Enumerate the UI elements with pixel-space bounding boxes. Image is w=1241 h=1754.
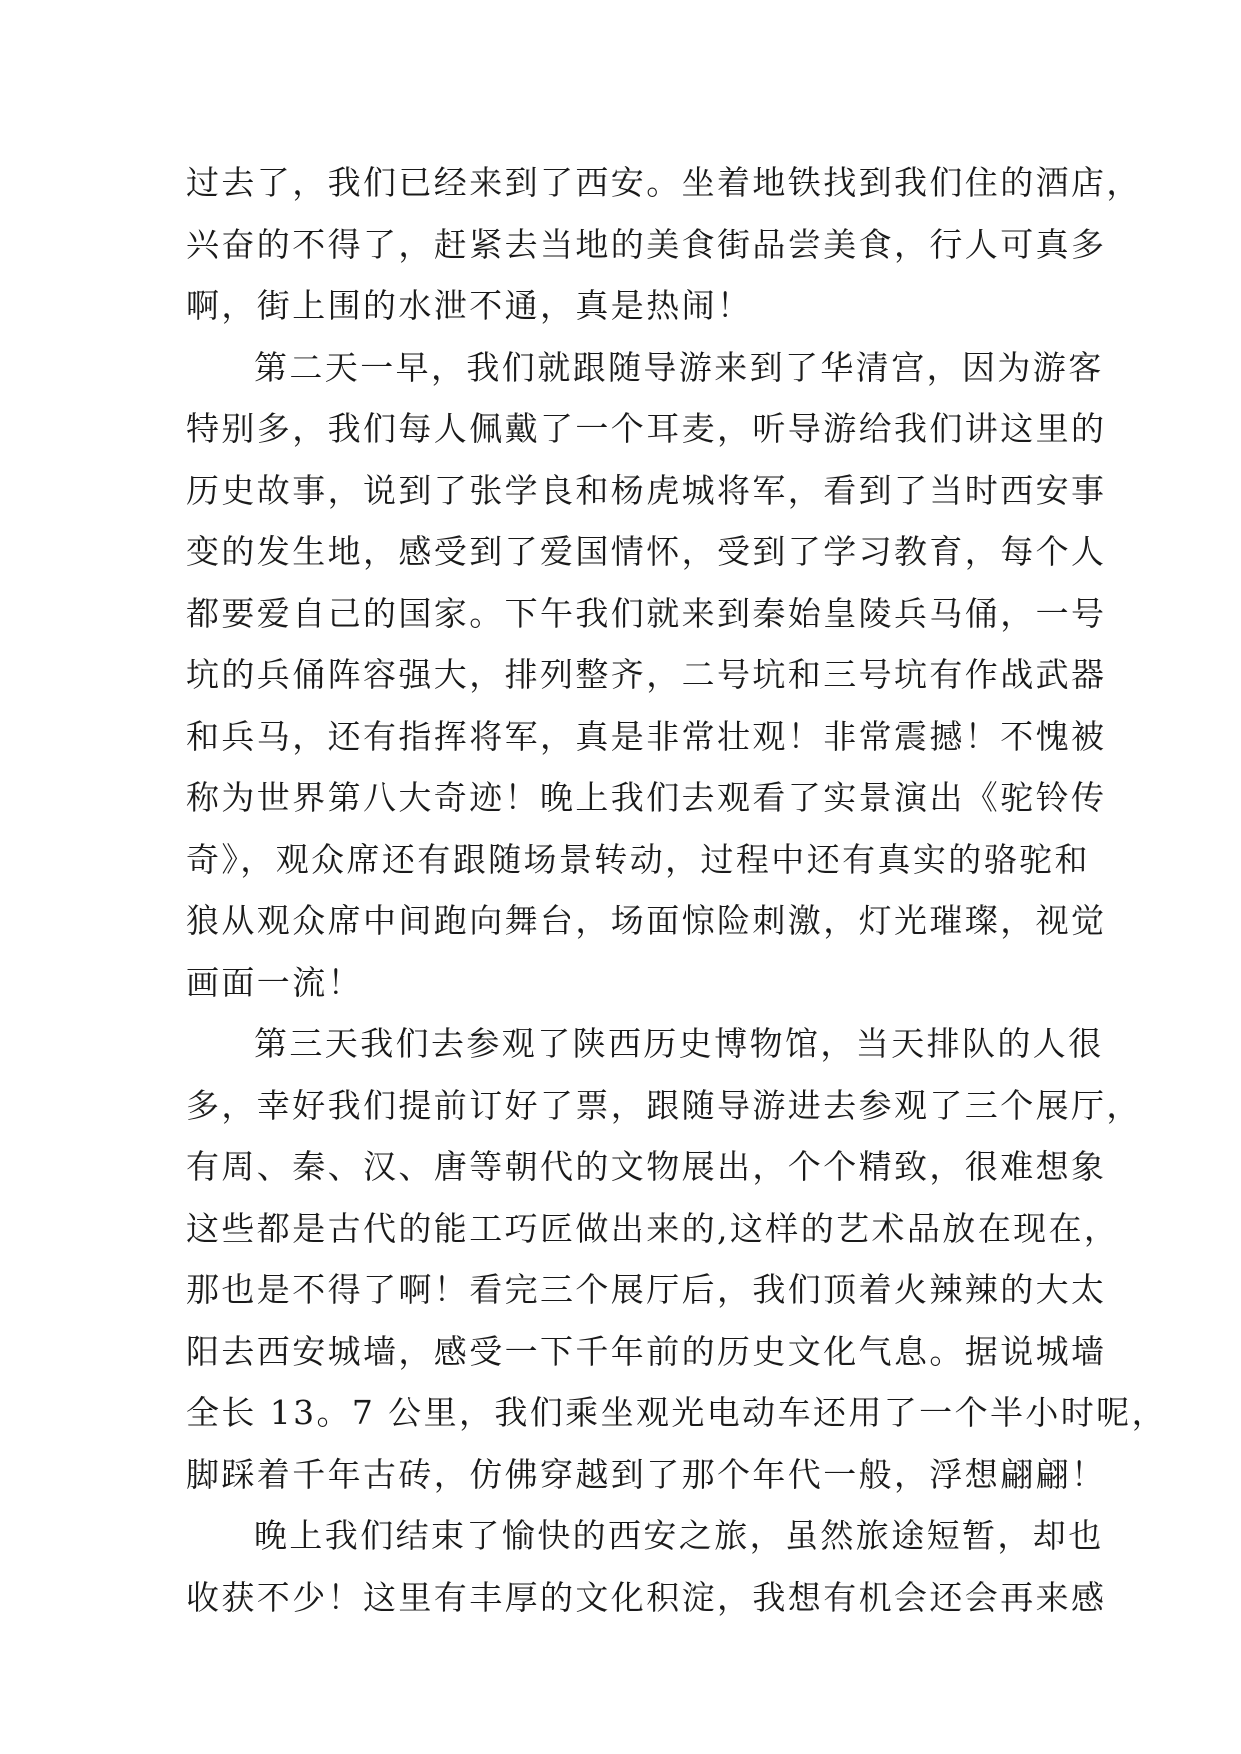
text-line: 过去了，我们已经来到了西安。坐着地铁找到我们住的酒店， <box>186 163 1142 202</box>
text-line: 那也是不得了啊！看完三个展厅后，我们顶着火辣辣的大太 <box>186 1270 1107 1309</box>
paragraph-first-line: 晚上我们结束了愉快的西安之旅，虽然旅途短暂，却也 <box>254 1516 1104 1555</box>
text-line: 收获不少！这里有丰厚的文化积淀，我想有机会还会再来感 <box>186 1577 1107 1617</box>
text-line: 这些都是古代的能工巧匠做出来的,这样的艺术品放在现在， <box>186 1208 1120 1248</box>
text-line: 全长 13。7 公里，我们乘坐观光电动车还用了一个半小时呢， <box>186 1393 1167 1432</box>
text-line: 狼从观众席中间跑向舞台，场面惊险刺激，灯光璀璨，视觉 <box>186 901 1107 940</box>
paragraph-first-line: 第三天我们去参观了陕西历史博物馆，当天排队的人很 <box>254 1024 1104 1063</box>
body-text <box>186 152 1167 1628</box>
text-line: 画面一流！ <box>186 962 363 1002</box>
text-line: 变的发生地，感受到了爱国情怀，受到了学习教育，每个人 <box>186 532 1107 571</box>
text-line: 称为世界第八大奇迹！晚上我们去观看了实景演出《驼铃传 <box>186 778 1107 817</box>
text-line: 都要爱自己的国家。下午我们就来到秦始皇陵兵马俑，一号 <box>186 593 1107 633</box>
text-line: 兴奋的不得了，赶紧去当地的美食街品尝美食，行人可真多 <box>186 224 1107 264</box>
text-line: 多，幸好我们提前订好了票，跟随导游进去参观了三个展厅， <box>186 1085 1142 1125</box>
text-line: 有周、秦、汉、唐等朝代的文物展出，个个精致，很难想象 <box>186 1147 1107 1186</box>
text-line: 啊，街上围的水泄不通，真是热闹！ <box>186 286 753 325</box>
paragraph-first-line: 第二天一早，我们就跟随导游来到了华清宫，因为游客 <box>254 347 1104 387</box>
text-line: 特别多，我们每人佩戴了一个耳麦，听导游给我们讲这里的 <box>186 409 1107 448</box>
text-line: 坑的兵俑阵容强大，排列整齐，二号坑和三号坑有作战武器 <box>186 655 1107 694</box>
text-line: 阳去西安城墙，感受一下千年前的历史文化气息。据说城墙 <box>186 1331 1107 1371</box>
text-line: 奇》，观众席还有跟随场景转动，过程中还有真实的骆驼和 <box>186 839 1090 879</box>
text-line: 历史故事，说到了张学良和杨虎城将军，看到了当时西安事 <box>186 470 1107 510</box>
text-line: 脚踩着千年古砖，仿佛穿越到了那个年代一般，浮想翩翩！ <box>186 1454 1107 1494</box>
text-line: 和兵马，还有指挥将军，真是非常壮观！非常震撼！不愧被 <box>186 716 1107 756</box>
